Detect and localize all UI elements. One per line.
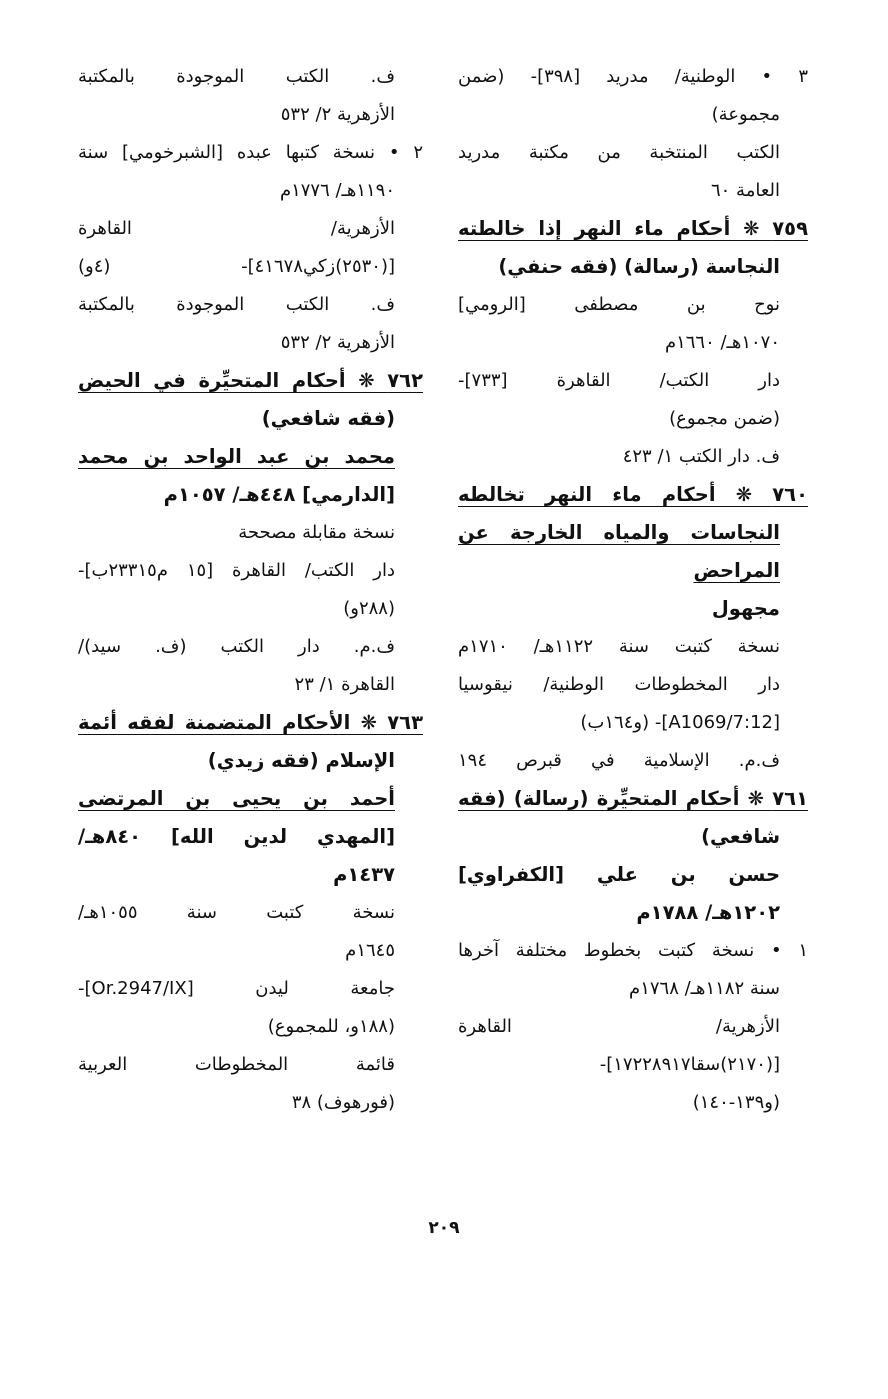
text-line: الأزهرية/ القاهرة (78, 218, 395, 239)
text-line: (٢٨٨و) (343, 598, 395, 619)
text-line: الكتب المنتخبة من مكتبة مدريد (458, 142, 780, 163)
text-line: الأزهرية ٢/ ٥٣٢ (280, 104, 395, 125)
text-line: ٣ • الوطنية/ مدريد [٣٩٨]- (ضمن (458, 66, 808, 87)
left-column (78, 58, 423, 1122)
text-line: دار الكتب/ القاهرة [٧٣٣]- (458, 370, 780, 391)
text-line: (فورهوف) ٣٨ (291, 1092, 395, 1113)
text-line: [A1069/7:12]- (و١٦٤ب) (580, 712, 780, 733)
text-line: قائمة المخطوطات العربية (78, 1054, 395, 1075)
text-line: ١٠٧٠هـ/ ١٦٦٠م (664, 332, 780, 353)
text-line: ٢ • نسخة كتبها عبده [الشبرخومي] سنة (78, 142, 423, 163)
text-line: ١٦٤٥م (345, 940, 395, 961)
text-line: ١٢٠٢هـ/ ١٧٨٨م (636, 901, 780, 924)
text-line: النجاسات والمياه الخارجة عن (458, 521, 780, 544)
text-line: ف.م. دار الكتب (ف. سيد)/ (78, 636, 395, 657)
text-line: العامة ٦٠ (710, 180, 780, 201)
text-line: ١٤٣٧م (333, 863, 395, 886)
text-line: [(٢١٧٠)سقا١٧٢٢٨٩١٧]- (599, 1054, 780, 1075)
text-line: مجموعة) (711, 104, 780, 125)
text-line: الأزهرية ٢/ ٥٣٢ (280, 332, 395, 353)
text-line: ٧٦١ ❋ أحكام المتحيِّرة (رسالة) (فقه (458, 787, 808, 810)
text-line: مجهول (711, 597, 780, 620)
text-line: ١١٩٠هـ/ ١٧٧٦م (279, 180, 395, 201)
text-line: نسخة كتبت سنة ١٠٥٥هـ/ (78, 902, 395, 923)
text-line: ٧٦٠ ❋ أحكام ماء النهر تخالطه (458, 483, 808, 506)
text-line: أحمد بن يحيى بن المرتضى (78, 787, 395, 810)
text-line: سنة ١١٨٢هـ/ ١٧٦٨م (629, 978, 780, 999)
text-line: الأزهرية/ القاهرة (458, 1016, 780, 1037)
text-line: (ضمن مجموع) (669, 408, 780, 429)
text-line: ٧٦٢ ❋ أحكام المتحيِّرة في الحيض (78, 369, 423, 392)
page-number: ٢٠٩ (428, 1218, 460, 1238)
text-line: نسخة كتبت سنة ١١٢٢هـ/ ١٧١٠م (458, 636, 780, 657)
text-line: [(٢٥٣٠)زكي٤١٦٧٨]- (٤و) (78, 256, 395, 277)
text-line: محمد بن عبد الواحد بن محمد (78, 445, 395, 468)
text-line: ١ • نسخة كتبت بخطوط مختلفة آخرها (458, 940, 808, 961)
text-line: ف.م. الإسلامية في قبرص ١٩٤ (458, 750, 780, 771)
text-line: ف. الكتب الموجودة بالمكتبة (78, 66, 395, 87)
text-line: (فقه شافعي) (261, 407, 395, 430)
text-line: القاهرة ١/ ٢٣ (294, 674, 395, 695)
text-line: [الدارمي] ٤٤٨هـ/ ١٠٥٧م (163, 483, 395, 506)
text-line: دار المخطوطات الوطنية/ نيقوسيا (458, 674, 780, 695)
text-line: جامعة ليدن [Or.2947/IX]- (78, 978, 395, 999)
text-line: ٧٥٩ ❋ أحكام ماء النهر إذا خالطته (458, 217, 808, 240)
right-column (458, 58, 808, 1122)
text-line: ف. دار الكتب ١/ ٤٢٣ (622, 446, 780, 467)
text-line: النجاسة (رسالة) (فقه حنفي) (498, 255, 780, 278)
text-line: حسن بن علي [الكفراوي] (458, 863, 780, 886)
text-line: (و١٣٩-١٤٠) (692, 1092, 780, 1113)
text-line: نسخة مقابلة مصححة (238, 522, 395, 543)
text-line: المراحض (693, 559, 780, 582)
text-line: دار الكتب/ القاهرة [١٥ م٢٣٣١٥ب]- (78, 560, 395, 581)
text-line: (١٨٨و، للمجموع) (267, 1016, 395, 1037)
text-line: الإسلام (فقه زيدي) (207, 749, 395, 772)
text-line: شافعي) (701, 825, 780, 848)
text-line: ف. الكتب الموجودة بالمكتبة (78, 294, 395, 315)
text-line: [المهدي لدين الله] ٨٤٠هـ/ (78, 825, 395, 848)
text-line: ٧٦٣ ❋ الأحكام المتضمنة لفقه أئمة (78, 711, 423, 734)
text-line: نوح بن مصطفى [الرومي] (458, 294, 780, 315)
